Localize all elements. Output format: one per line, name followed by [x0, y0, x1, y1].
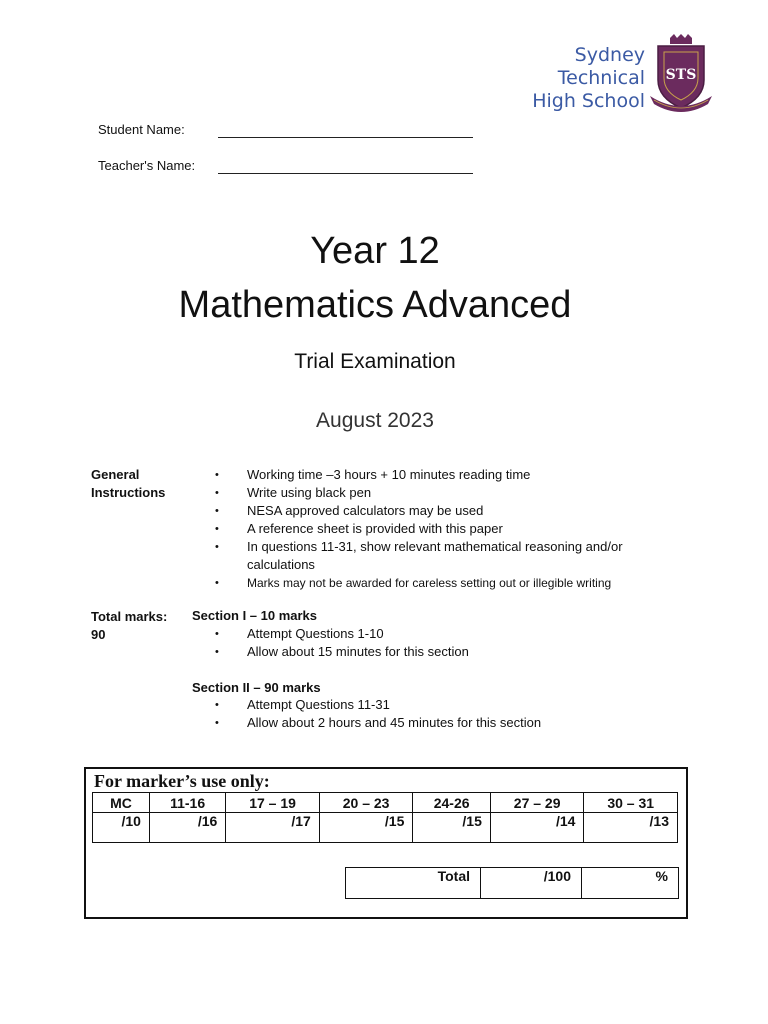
section-1-item: • Allow about 15 minutes for this section [215, 643, 469, 661]
school-name [532, 44, 645, 113]
marks-header-cell: 17 – 19 [226, 793, 320, 813]
instruction-item: • A reference sheet is provided with this paper [215, 520, 675, 538]
instructions-list [215, 466, 675, 592]
marker-box-title: For marker’s use only: [94, 771, 270, 791]
marks-value-cell[interactable]: /13 [584, 813, 678, 843]
section-2-item: • Allow about 2 hours and 45 minutes for this section [215, 714, 541, 732]
crest-initials: STS [665, 67, 697, 83]
school-crest-icon [650, 34, 712, 114]
marks-value-cell[interactable]: /14 [490, 813, 584, 843]
section-2-list [215, 696, 541, 732]
marks-table [92, 792, 678, 843]
marks-header-row [93, 793, 678, 813]
marks-header-cell: 20 – 23 [319, 793, 413, 813]
general-instructions-label [91, 466, 165, 502]
section-1-list [215, 625, 469, 661]
marks-value-cell[interactable]: /16 [149, 813, 225, 843]
school-name-line-3: High School [532, 90, 645, 112]
total-marks-text: Total marks: [91, 609, 168, 624]
instruction-item: • Marks may not be awarded for careless setting out or illegible writing [215, 574, 675, 592]
total-label-cell: Total [346, 868, 481, 899]
marks-header-cell: 30 – 31 [584, 793, 678, 813]
school-name-line-2: Technical [557, 67, 645, 89]
marks-value-cell[interactable]: /15 [319, 813, 413, 843]
marks-value-cell[interactable]: /15 [413, 813, 491, 843]
total-row [346, 868, 679, 899]
marks-header-cell: 27 – 29 [490, 793, 584, 813]
section-1-heading: Section I – 10 marks [192, 608, 318, 623]
marks-header-cell: MC [93, 793, 150, 813]
gi-label-line-1: General [91, 467, 140, 482]
marks-header-cell: 24-26 [413, 793, 491, 813]
gi-label-line-2: Instructions [91, 485, 166, 500]
marks-value-cell[interactable]: /17 [226, 813, 320, 843]
school-name-line-1: Sydney [574, 44, 645, 66]
marks-value-row [93, 813, 678, 843]
marks-value-cell[interactable]: /10 [93, 813, 150, 843]
page-title-line-2: Mathematics Advanced [178, 284, 572, 326]
student-name-line[interactable] [218, 137, 473, 138]
page-title-line-1: Year 12 [310, 230, 440, 272]
teacher-name-label: Teacher's Name: [98, 158, 196, 173]
total-table [345, 867, 679, 899]
exam-subtitle: Trial Examination [294, 350, 456, 373]
total-percent-cell[interactable]: % [582, 868, 679, 899]
marks-header-cell: 11-16 [149, 793, 225, 813]
instruction-item: • NESA approved calculators may be used [215, 502, 675, 520]
instruction-item: • Working time –3 hours + 10 minutes reading time [215, 466, 675, 484]
total-value-cell[interactable]: /100 [481, 868, 582, 899]
instruction-item: • Write using black pen [215, 484, 675, 502]
exam-date: August 2023 [316, 409, 434, 432]
section-2-heading: Section II – 90 marks [192, 680, 321, 695]
instruction-item: • In questions 11-31, show relevant mathematical reasoning and/or calculations [215, 538, 667, 574]
student-name-label: Student Name: [98, 122, 185, 137]
teacher-name-line[interactable] [218, 173, 473, 174]
total-marks-label [91, 608, 167, 644]
section-2-item: • Attempt Questions 11-31 [215, 696, 541, 714]
marker-use-box [84, 767, 688, 919]
section-1-item: • Attempt Questions 1-10 [215, 625, 469, 643]
total-marks-value: 90 [91, 627, 106, 642]
